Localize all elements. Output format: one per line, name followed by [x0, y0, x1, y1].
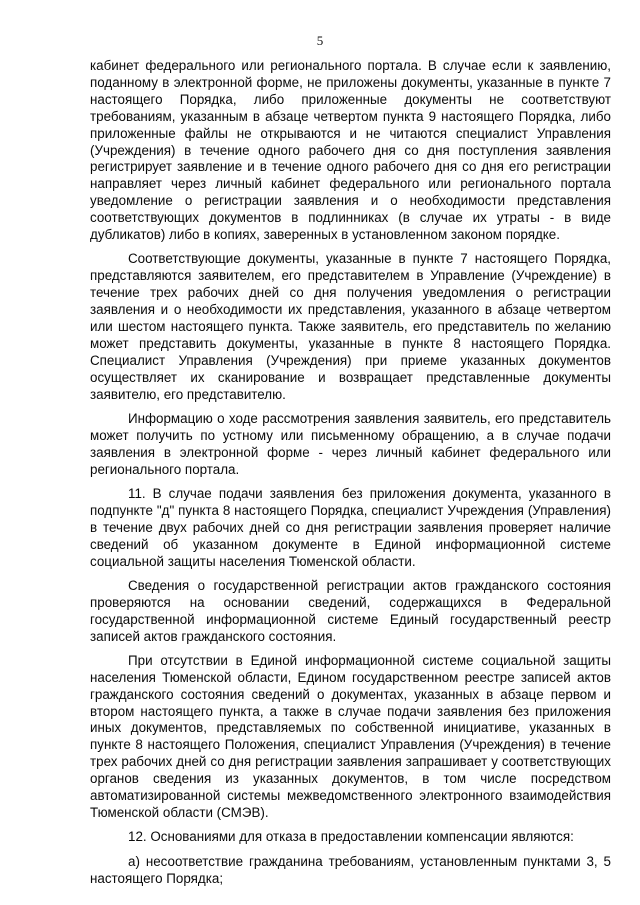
paragraph-3: Информацию о ходе рассмотрения заявления заявитель, его представитель может получить по устному или письменному обращению, а в случае подачи заявления в электронной форме - через личный кабинет федерального или регионального портала. — [90, 410, 611, 477]
paragraph-5: Сведения о государственной регистрации актов гражданского состояния проверяются на основании сведений, содержащихся в Федеральной государственной информационной системе Единый государственный реестр записей актов гражданского состояния. — [90, 577, 611, 644]
paragraph-7: 12. Основаниями для отказа в предоставлении компенсации являются: — [128, 829, 574, 845]
paragraph-1: кабинет федерального или регионального портала. В случае если к заявлению, поданному в электронной форме, не приложены документы, указанные в пункте 7 настоящего Порядка, либо приложенные документы не соответствуют требованиям, указанным в абзаце четвертом пункта 9 настоящего Порядка, либо приложенные файлы не открываются и не читаются специалист Управления (Учреждения) в течение одного рабочего дня со дня поступления заявления регистрирует заявление и в течение одного рабочего дня со дня его регистрации направляет через личный кабинет федерального или регионального портала уведомление о регистрации заявления и о необходимости представления соответствующих документов в подлинниках (в случае их утраты - в виде дубликатов) либо в копиях, заверенных в установленном законом порядке. — [90, 58, 611, 243]
document-body — [90, 58, 611, 895]
paragraph-4: 11. В случае подачи заявления без приложения документа, указанного в подпункте "д" пункта 8 настоящего Порядка, специалист Учреждения (Управления) в течение двух рабочих дней со дня регистрации заявления проверяет наличие сведений об указанном документе в Единой информационной системе социальной защиты населения Тюменской области. — [90, 485, 611, 569]
paragraph-8: а) несоответствие гражданина требованиям, установленным пунктами 3, 5 настоящего Порядка; — [90, 853, 611, 886]
paragraph-6: При отсутствии в Единой информационной системе социальной защиты населения Тюменской области, Едином государственном реестре записей актов гражданского состояния сведений о документах, указанных в абзаце первом и втором настоящего пункта, а также в случае подачи заявления без приложения иных документов, представляемых по собственной инициативе, указанных в пункте 8 настоящего Положения, специалист Управления (Учреждения) в течение трех рабочих дней со дня регистрации заявления запрашивает у соответствующих органов сведения из указанных документов, в том числе посредством автоматизированной системы межведомственного электронного взаимодействия Тюменской области (СМЭВ). — [90, 652, 611, 821]
paragraph-2: Соответствующие документы, указанные в пункте 7 настоящего Порядка, представляются заявителем, его представителем в Управление (Учреждение) в течение трех рабочих дней со дня получения уведомления о регистрации заявления и о необходимости их представления, указанного в абзаце четвертом или шестом настоящего пункта. Также заявитель, его представитель по желанию может представить документы, указанные в пункте 8 настоящего Порядка. Специалист Управления (Учреждения) при приеме указанных документов осуществляет их сканирование и возвращает представленные документы заявителю, его представителю. — [90, 251, 611, 402]
page-number: 5 — [316, 33, 324, 48]
